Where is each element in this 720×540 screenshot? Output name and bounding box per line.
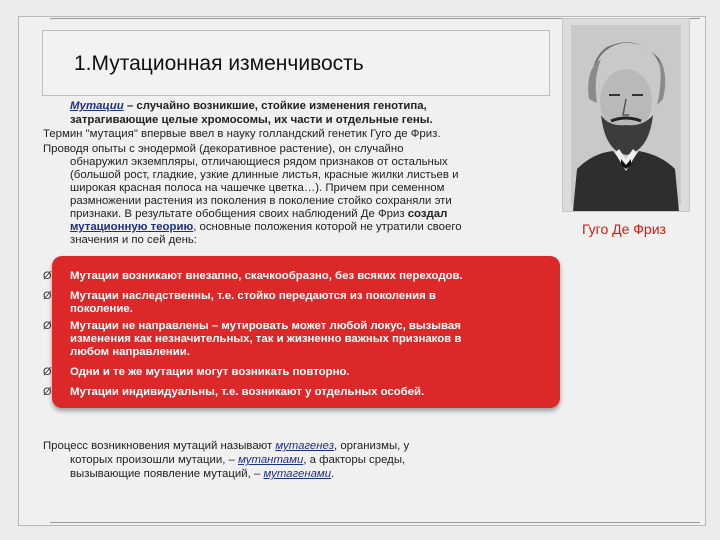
principle-3-line-3: любом направлении. [70,346,190,358]
portrait-image [563,19,689,211]
principle-4: Одни и те же мутации могут возникать повторно. [70,366,350,378]
experiment-line-6-bold: создал [407,208,448,220]
footer-line-2 [70,454,405,466]
mutants-link[interactable]: мутантами [238,454,304,466]
experiment-line-7 [70,221,462,233]
principle-1: Мутации возникают внезапно, скачкообразно, без всяких переходов. [70,270,463,282]
experiment-line-8: значения и по сей день: [70,234,197,246]
mutation-term-link[interactable]: Мутации [70,100,124,112]
bullet-arrow-icon: Ø [43,320,52,332]
principle-3-line-1: Мутации не направлены – мутировать может любой локус, вызывая [70,320,461,332]
footer-text: . [331,468,335,480]
footer-text: которых произошли мутации, – [70,454,239,466]
principle-5: Мутации индивидуальны, т.е. возникают у отдельных особей. [70,386,425,398]
term-origin-line: Термин "мутация" впервые ввел в науку голландский генетик Гуго де Фриз. [43,128,441,140]
footer-text: вызывающие появление мутаций, – [70,468,264,480]
footer-text: , а факторы среды, [303,454,406,466]
experiment-line-2: обнаружил экземпляры, отличающиеся рядом признаков от остальных [70,156,448,168]
principle-3-line-2: изменения как незначительных, так и жизненно важных признаков в [70,333,462,345]
mutation-theory-link[interactable]: мутационную теорию [70,221,194,233]
bullet-arrow-icon: Ø [43,366,52,378]
bullet-arrow-icon: Ø [43,290,52,302]
principle-2-line-1: Мутации наследственны, т.е. стойко передаются из поколения в [70,290,436,302]
experiment-line-3: (большой рост, гладкие, узкие длинные листья, красные жилки листьев и [70,169,459,181]
experiment-line-4: широкая красная полоса на чашечке цветка…). Причем при семенном [70,182,445,194]
portrait-photo [562,18,690,212]
experiment-line-6 [70,208,447,220]
experiment-line-5: размножении растения из поколения в поколение стойко сохраняли эти [70,195,452,207]
experiment-line-1: Проводя опыты с энодермой (декоративное растение), он случайно [43,143,404,155]
definition-line-2: затрагивающие целые хромосомы, их части и отдельные гены. [70,114,433,126]
footer-line-3 [70,468,334,480]
footer-line-1 [43,440,409,452]
bullet-arrow-icon: Ø [43,270,52,282]
slide-title: 1.Мутационная изменчивость [74,52,364,75]
definition-text-1: – случайно возникшие, стойкие изменения генотипа, [123,100,427,112]
experiment-line-7-text: , основные положения которой не утратили своего [193,221,462,233]
definition-line-1 [70,100,427,112]
portrait-caption: Гуго Де Фриз [582,221,666,237]
experiment-line-6-text: признаки. В результате обобщения своих наблюдений Де Фриз [70,208,408,220]
footer-text: , организмы, у [334,440,410,452]
mutagenesis-link[interactable]: мутагенез [275,440,335,452]
footer-text: Процесс возникновения мутаций называют [43,440,276,452]
mutagens-link[interactable]: мутагенами [263,468,332,480]
bottom-rule [50,522,700,523]
bullet-arrow-icon: Ø [43,386,52,398]
principle-2-line-2: поколение. [70,303,133,315]
